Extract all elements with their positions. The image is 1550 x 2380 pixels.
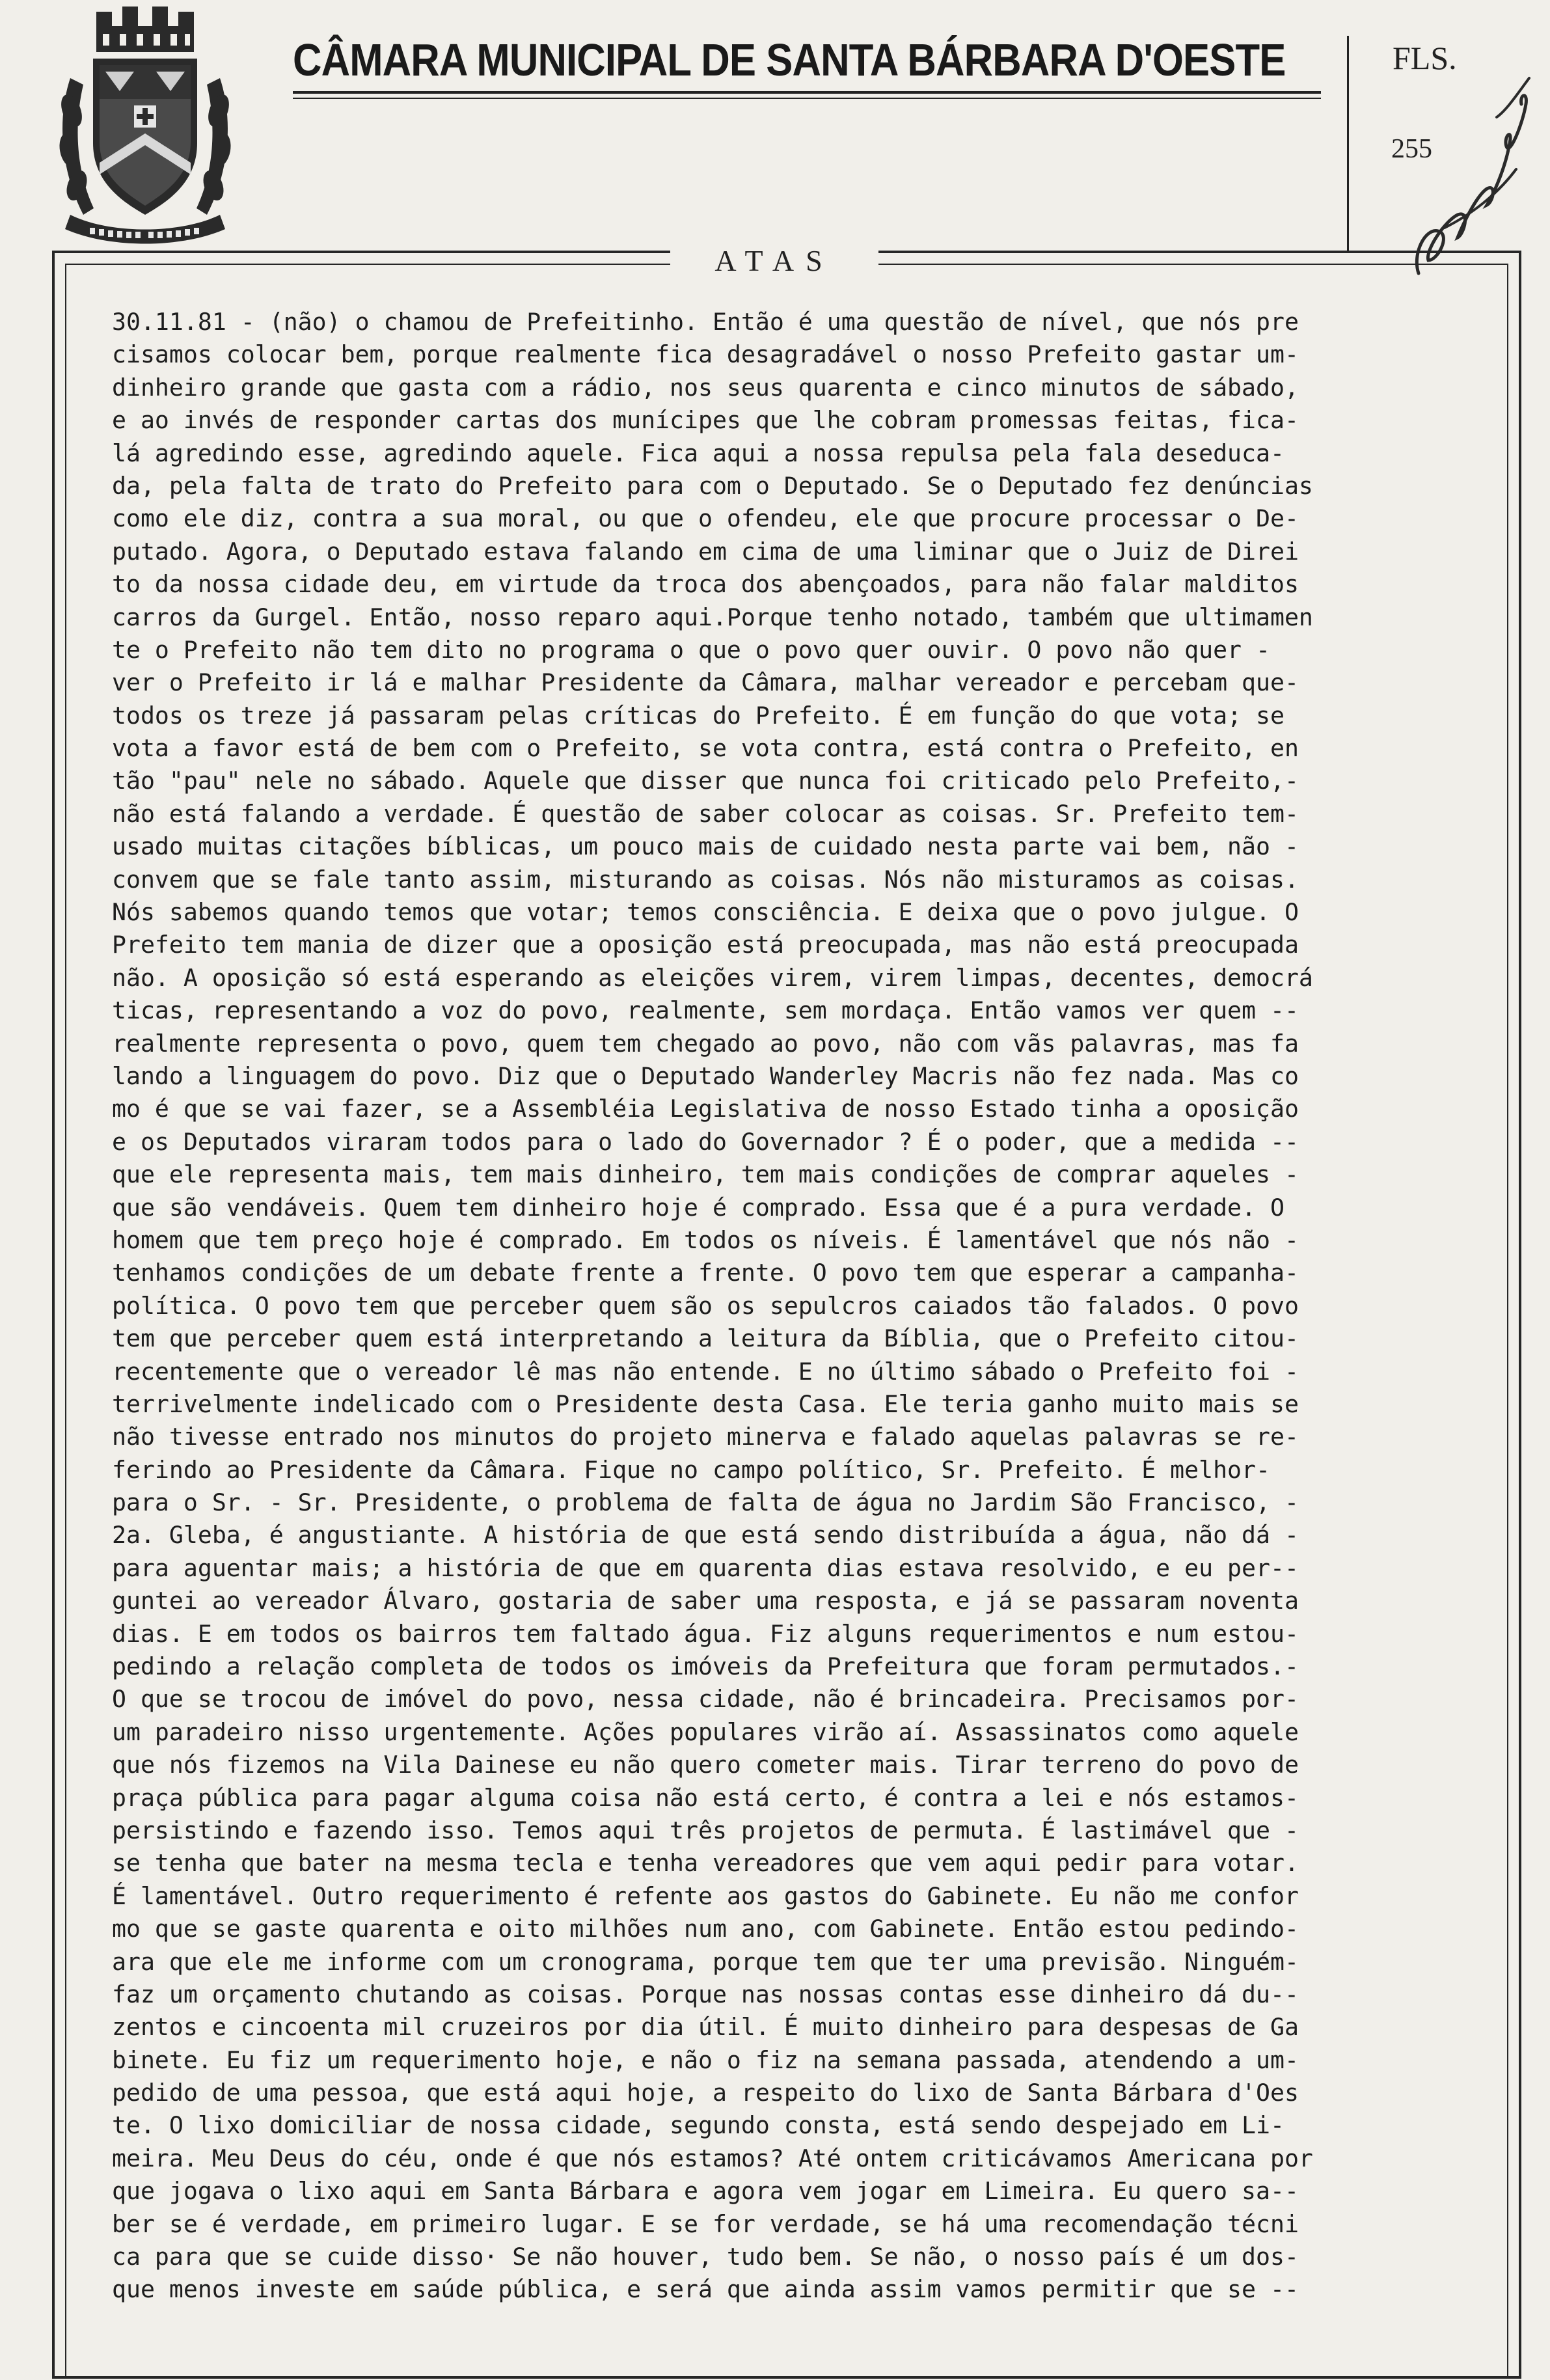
text-line: que ele representa mais, tem mais dinheiro, tem mais condições de comprar aqueles - [112,1160,1299,1189]
text-line: tem que perceber quem está interpretando a leitura da Bíblia, que o Prefeito citou- [112,1324,1299,1353]
text-line: não está falando a verdade. É questão de saber colocar as coisas. Sr. Prefeito tem- [112,799,1299,828]
section-title: ATAS [670,238,878,284]
text-line: ca para que se cuide disso· Se não houver, tudo bem. Se não, o nosso país é um dos- [112,2243,1299,2271]
text-line: binete. Eu fiz um requerimento hoje, e não o fiz na semana passada, atendendo a um- [112,2045,1299,2074]
text-line: vota a favor está de bem com o Prefeito, se vota contra, está contra o Prefeito, en [112,734,1299,763]
text-line: não tivesse entrado nos minutos do projeto minerva e falado aquelas palavras se re- [112,1423,1299,1451]
text-line: todos os treze já passaram pelas críticas do Prefeito. É em função do que vota; se [112,701,1285,730]
text-line: homem que tem preço hoje é comprado. Em todos os níveis. É lamentável que nós não - [112,1225,1299,1254]
text-line: putado. Agora, o Deputado estava falando em cima de uma liminar que o Juiz de Direi [112,537,1299,566]
page-header-title: CÂMARA MUNICIPAL DE SANTA BÁRBARA D'OESTE [293,34,1286,85]
text-line: mo é que se vai fazer, se a Assembléia Legislativa de nosso Estado tinha a oposição [112,1095,1299,1123]
text-line: meira. Meu Deus do céu, onde é que nós estamos? Até ontem criticávamos Americana por [112,2144,1313,2172]
text-line: carros da Gurgel. Então, nosso reparo aqui.Porque tenho notado, também que ultimamen [112,603,1313,631]
fls-label: FLS. [1393,40,1457,76]
text-line: ticas, representando a voz do povo, realmente, sem mordaça. Então vamos ver quem -- [112,996,1299,1025]
text-line: persistindo e fazendo isso. Temos aqui três projetos de permuta. É lastimável que - [112,1816,1299,1844]
text-line: 30.11.81 - (não) o chamou de Prefeitinho. Então é uma questão de nível, que nós pre [112,308,1299,336]
text-line: dinheiro grande que gasta com a rádio, nos seus quarenta e cinco minutos de sábado, [112,373,1299,402]
text-line: ara que ele me informe com um cronograma, porque tem que ter uma previsão. Ninguém- [112,1947,1299,1976]
text-line: guntei ao vereador Álvaro, gostaria de saber uma resposta, e já se passaram noventa [112,1587,1299,1615]
text-line: ver o Prefeito ir lá e malhar Presidente da Câmara, malhar vereador e percebam que- [112,668,1299,697]
text-line: É lamentável. Outro requerimento é refente aos gastos do Gabinete. Eu não me confor [112,1881,1299,1910]
text-line: to da nossa cidade deu, em virtude da troca dos abençoados, para não falar malditos [112,570,1299,599]
text-line: ber se é verdade, em primeiro lugar. E se for verdade, se há uma recomendação técni [112,2209,1299,2238]
text-line: pedindo a relação completa de todos os imóveis da Prefeitura que foram permutados.- [112,1652,1299,1681]
text-line: te o Prefeito não tem dito no programa o que o povo quer ouvir. O povo não quer - [112,635,1270,664]
text-line: para o Sr. - Sr. Presidente, o problema de falta de água no Jardim São Francisco, - [112,1488,1299,1517]
text-line: Nós sabemos quando temos que votar; temos consciência. E deixa que o povo julgue. O [112,898,1299,927]
text-line: política. O povo tem que perceber quem são os sepulcros caiados tão falados. O povo [112,1291,1299,1320]
text-line: que jogava o lixo aqui em Santa Bárbara e agora vem jogar em Limeira. Eu quero sa-- [112,2177,1299,2206]
text-line: um paradeiro nisso urgentemente. Ações populares virão aí. Assassinatos como aquele [112,1717,1299,1746]
municipal-coat-of-arms-icon [57,0,233,247]
text-line: mo que se gaste quarenta e oito milhões num ano, com Gabinete. Então estou pedindo- [112,1915,1299,1943]
text-line: lá agredindo esse, agredindo aquele. Fica aqui a nossa repulsa pela fala deseduca- [112,439,1285,467]
text-line: que menos investe em saúde pública, e será que ainda assim vamos permitir que se -- [112,2275,1299,2304]
page-number: 255 [1391,134,1432,164]
text-line: como ele diz, contra a sua moral, ou que o ofendeu, ele que procure processar o De- [112,504,1299,533]
header-rule [293,91,1321,94]
text-line: dias. E em todos os bairros tem faltado água. Fiz alguns requerimentos e num estou- [112,1619,1299,1648]
header-divider [1347,36,1349,251]
text-line: cisamos colocar bem, porque realmente fica desagradável o nosso Prefeito gastar um- [112,340,1299,369]
header-rule-thin [293,98,1321,99]
text-line: se tenha que bater na mesma tecla e tenha vereadores que vem aqui pedir para votar. [112,1849,1299,1878]
text-line: que são vendáveis. Quem tem dinheiro hoje é comprado. Essa que é a pura verdade. O [112,1193,1285,1222]
text-line: praça pública para pagar alguma coisa não está certo, é contra a lei e nós estamos- [112,1783,1299,1812]
text-line: O que se trocou de imóvel do povo, nessa cidade, não é brincadeira. Precisamos por- [112,1685,1299,1714]
minutes-body-text [112,306,1478,2306]
text-line: faz um orçamento chutando as coisas. Porque nas nossas contas esse dinheiro dá du-- [112,1980,1299,2008]
text-line: convem que se fale tanto assim, misturando as coisas. Nós não misturamos as coisas. [112,865,1299,894]
text-line: usado muitas citações bíblicas, um pouco mais de cuidado nesta parte vai bem, não - [112,832,1299,861]
text-line: realmente representa o povo, quem tem chegado ao povo, não com vãs palavras, mas fa [112,1029,1299,1058]
text-line: para aguentar mais; a história de que em quarenta dias estava resolvido, e eu per-- [112,1553,1299,1582]
text-line: ferindo ao Presidente da Câmara. Fique no campo político, Sr. Prefeito. É melhor- [112,1455,1270,1484]
text-line: tão "pau" nele no sábado. Aquele que disser que nunca foi criticado pelo Prefeito,- [112,767,1299,795]
text-line: zentos e cincoenta mil cruzeiros por dia útil. É muito dinheiro para despesas de Ga [112,2013,1299,2042]
text-line: que nós fizemos na Vila Dainese eu não quero cometer mais. Tirar terreno do povo de [112,1751,1299,1779]
text-line: tenhamos condições de um debate frente a frente. O povo tem que esperar a campanha- [112,1259,1299,1287]
text-line: e ao invés de responder cartas dos munícipes que lhe cobram promessas feitas, fica- [112,406,1299,435]
text-line: da, pela falta de trato do Prefeito para com o Deputado. Se o Deputado fez denúncias [112,471,1313,500]
text-line: lando a linguagem do povo. Diz que o Deputado Wanderley Macris não fez nada. Mas co [112,1061,1299,1090]
text-line: não. A oposição só está esperando as eleições virem, virem limpas, decentes, democrá [112,963,1313,992]
text-line: pedido de uma pessoa, que está aqui hoje, a respeito do lixo de Santa Bárbara d'Oes [112,2079,1299,2107]
handwritten-signature-icon [1399,65,1536,280]
text-line: terrivelmente indelicado com o Presidente desta Casa. Ele teria ganho muito mais se [112,1389,1299,1418]
text-line: e os Deputados viraram todos para o lado do Governador ? É o poder, que a medida -- [112,1127,1299,1156]
text-line: 2a. Gleba, é angustiante. A história de que está sendo distribuída a água, não dá - [112,1521,1299,1550]
text-line: Prefeito tem mania de dizer que a oposição está preocupada, mas não está preocupada [112,931,1299,959]
text-line: te. O lixo domiciliar de nossa cidade, segundo consta, está sendo despejado em Li- [112,2111,1285,2140]
text-line: recentemente que o vereador lê mas não entende. E no último sábado o Prefeito foi - [112,1357,1299,1386]
